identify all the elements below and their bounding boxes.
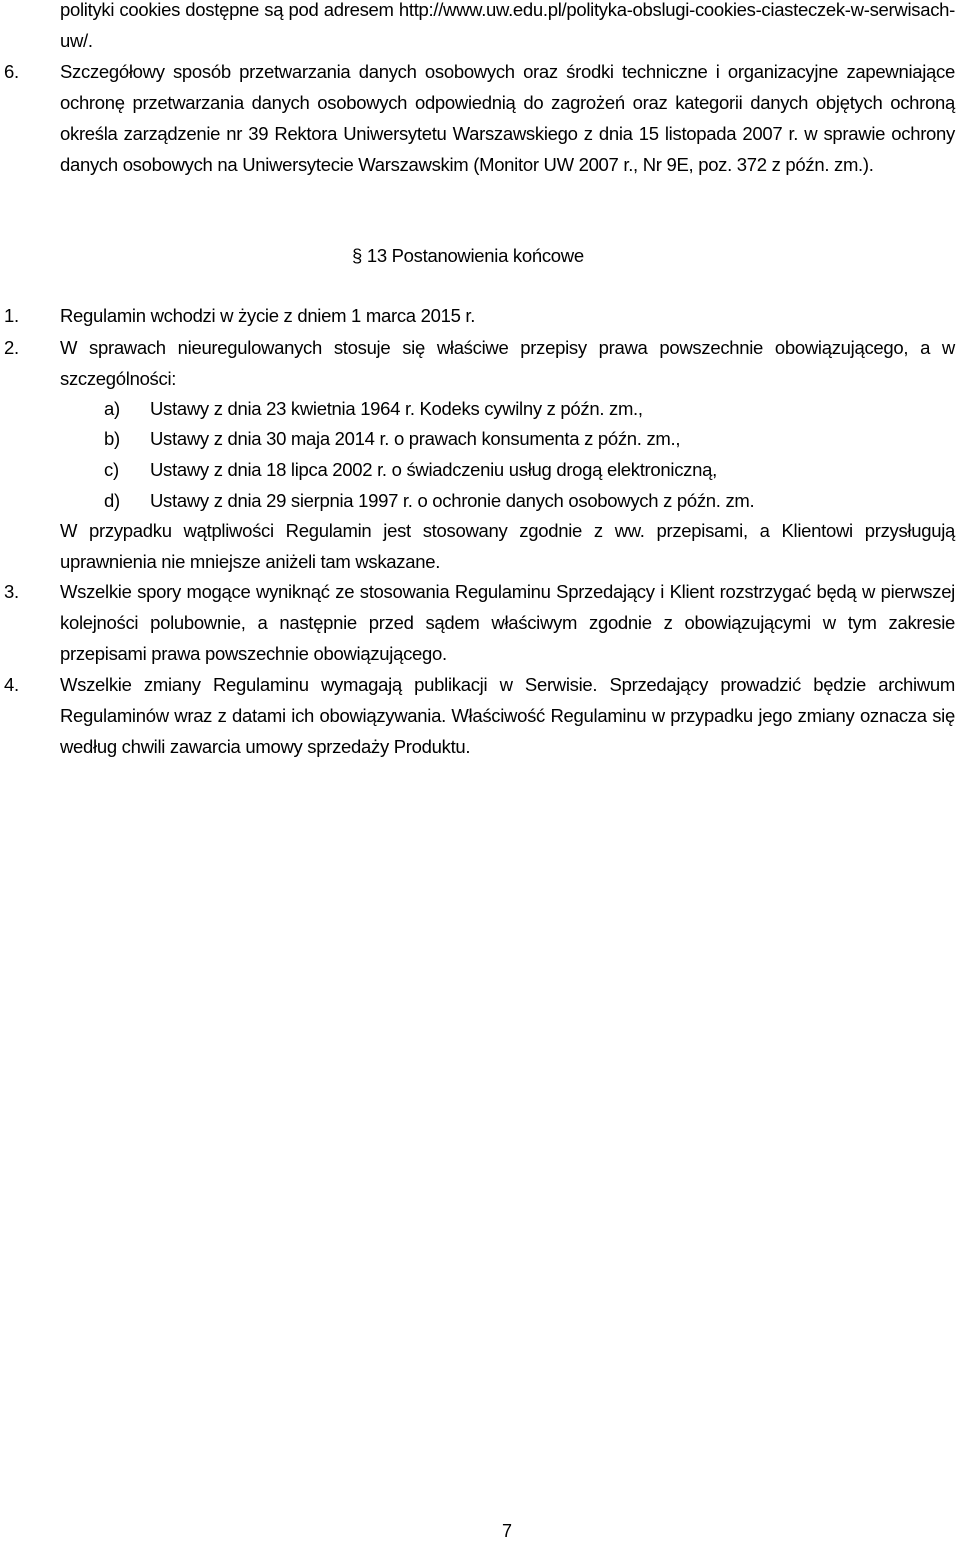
item-6-number: 6. — [4, 61, 19, 82]
final-item-4-text: Wszelkie zmiany Regulaminu wymagają publikacji w Serwisie. Sprzedający prowadzić będzie archiwum Regulaminów wraz z datami ich obowiązywania. Właściwość Regulaminu w przypadku jego zmiany oznacza się według chwili zawarcia umowy sprzedaży Produktu. — [60, 674, 955, 757]
subitem-b-letter: b) — [104, 428, 120, 449]
section-heading: § 13 Postanowienia końcowe — [352, 245, 584, 266]
final-item-3-number: 3. — [4, 581, 19, 602]
subitem-d-text: Ustawy z dnia 29 sierpnia 1997 r. o ochronie danych osobowych z późn. zm. — [150, 490, 755, 511]
final-item-2-after-text: W przypadku wątpliwości Regulamin jest stosowany zgodnie z ww. przepisami, a Klientowi przysługują uprawnienia nie mniejsze aniżeli tam wskazane. — [60, 520, 955, 572]
item-6-text: Szczegółowy sposób przetwarzania danych osobowych oraz środki techniczne i organizacyjne zapewniające ochronę przetwarzania danych osobowych odpowiednią do zagrożeń oraz kategorii danych objętych ochroną określa zarządzenie nr 39 Rektora Uniwersytetu Warszawskiego z dnia 15 listopada 2007 r. w sprawie ochrony danych osobowych na Uniwersytecie Warszawskim (Monitor UW 2007 r., Nr 9E, poz. 372 z późn. zm.). — [60, 61, 955, 175]
subitem-a-text: Ustawy z dnia 23 kwietnia 1964 r. Kodeks cywilny z późn. zm., — [150, 398, 643, 419]
continuation-paragraph: polityki cookies dostępne są pod adresem http://www.uw.edu.pl/polityka-obslugi-cookies-ciasteczek-w-serwisach-uw/. — [60, 0, 955, 51]
subitem-d-letter: d) — [104, 490, 120, 511]
final-item-1-number: 1. — [4, 305, 19, 326]
final-item-1-text: Regulamin wchodzi w życie z dniem 1 marca 2015 r. — [60, 305, 476, 326]
subitem-c-letter: c) — [104, 459, 119, 480]
final-item-2-number: 2. — [4, 337, 19, 358]
final-item-3-text: Wszelkie spory mogące wyniknąć ze stosowania Regulaminu Sprzedający i Klient rozstrzygać będą w pierwszej kolejności polubownie, a następnie przed sądem właściwym zgodnie z obowiązującymi w tym zakresie przepisami prawa powszechnie obowiązującego. — [60, 581, 955, 664]
subitem-a-letter: a) — [104, 398, 120, 419]
final-item-2-text: W sprawach nieuregulowanych stosuje się właściwe przepisy prawa powszechnie obowiązującego, a w szczególności: — [60, 337, 955, 389]
subitem-c-text: Ustawy z dnia 18 lipca 2002 r. o świadczeniu usług drogą elektroniczną, — [150, 459, 717, 480]
page-number: 7 — [502, 1521, 512, 1541]
subitem-b-text: Ustawy z dnia 30 maja 2014 r. o prawach konsumenta z późn. zm., — [150, 428, 681, 449]
final-item-4-number: 4. — [4, 674, 19, 695]
